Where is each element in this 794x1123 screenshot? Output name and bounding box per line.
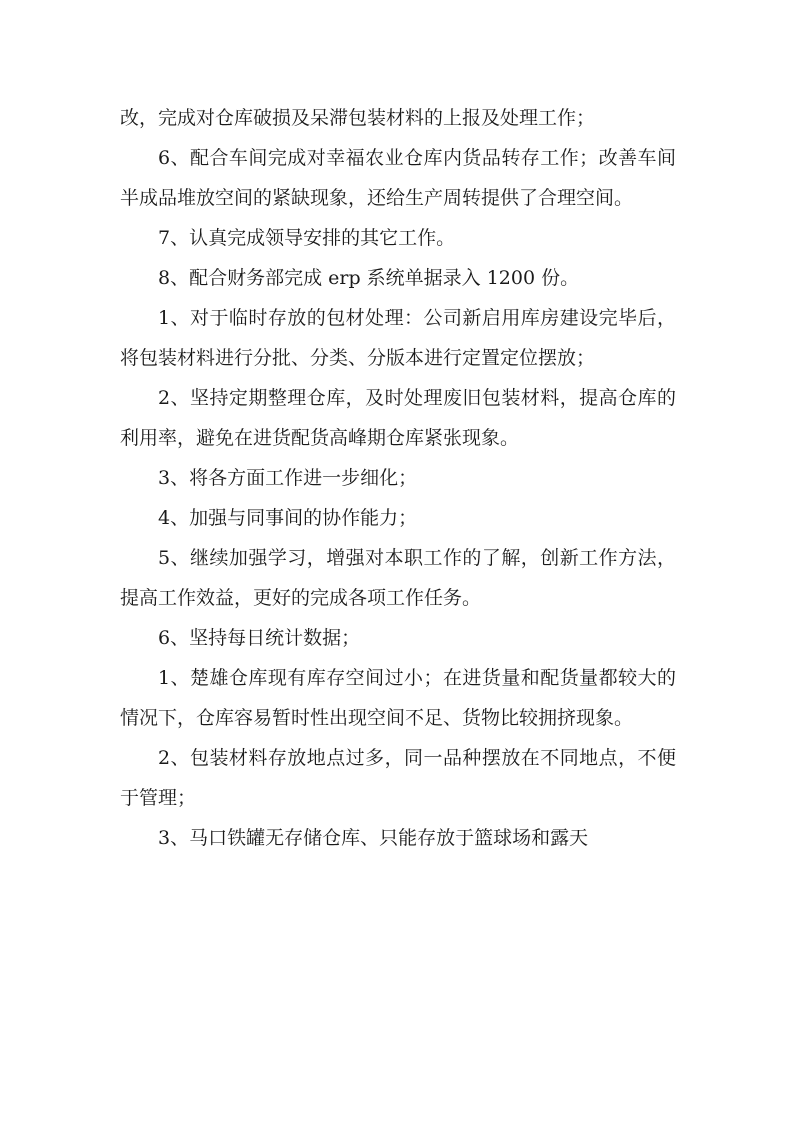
paragraph-item-8: 8、配合财务部完成 erp 系统单据录入 1200 份。	[158, 267, 580, 289]
paragraph-plan-3: 3、将各方面工作进一步细化；	[158, 467, 418, 489]
paragraph-issue-1: 1、楚雄仓库现有库存空间过小；在进货量和配货量都较大的情况下，仓库容易暂时性出现空间不足、货物比较拥挤现象。	[120, 667, 676, 729]
paragraph-item-6: 6、配合车间完成对幸福农业仓库内货品转存工作；改善车间半成品堆放空间的紧缺现象，还给生产周转提供了合理空间。	[120, 147, 676, 209]
paragraph-plan-1: 1、对于临时存放的包材处理：公司新启用库房建设完毕后，将包装材料进行分批、分类、分版本进行定置定位摆放；	[120, 307, 676, 369]
paragraph-issue-3: 3、马口铁罐无存储仓库、只能存放于篮球场和露天	[158, 827, 589, 849]
paragraph-continuation: 改，完成对仓库破损及呆滞包装材料的上报及处理工作；	[120, 107, 596, 129]
paragraph-issue-2: 2、包装材料存放地点过多，同一品种摆放在不同地点，不便于管理；	[120, 747, 676, 809]
paragraph-plan-5: 5、继续加强学习，增强对本职工作的了解，创新工作方法，提高工作效益，更好的完成各项工作任务。	[120, 547, 676, 609]
paragraph-item-7: 7、认真完成领导安排的其它工作。	[158, 227, 456, 249]
paragraph-plan-2: 2、坚持定期整理仓库，及时处理废旧包装材料，提高仓库的利用率，避免在进货配货高峰期仓库紧张现象。	[120, 387, 676, 449]
paragraph-plan-6: 6、坚持每日统计数据；	[158, 627, 361, 649]
paragraph-plan-4: 4、加强与同事间的协作能力；	[158, 507, 418, 529]
document-page	[120, 98, 676, 858]
